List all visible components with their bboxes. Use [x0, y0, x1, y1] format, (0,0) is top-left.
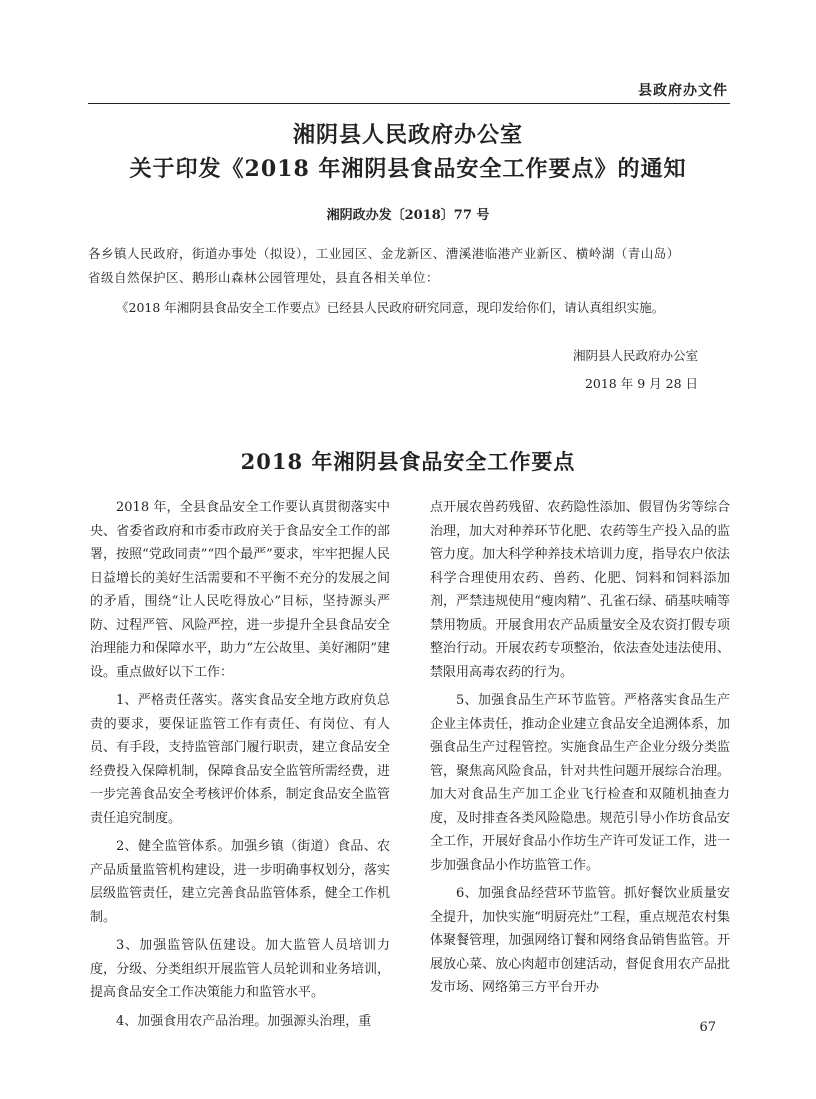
paragraph-item-4: 4、加强食用农产品治理。加强源头治理，重 — [116, 1013, 372, 1029]
left-column — [90, 496, 390, 1038]
notice-title — [0, 118, 816, 186]
signature-block — [573, 342, 698, 398]
notice-body: 《2018 年湘阴县食品安全工作要点》已经县人民政府研究同意，现印发给你们，请认真组织实施。 — [116, 300, 665, 315]
addressee-line-2: 省级自然保护区、鹅形山森林公园管理处，县直各相关单位： — [88, 270, 440, 285]
paragraph-item-1: 1、严格责任落实。落实食品安全地方政府负总责的要求，要保证监管工作有责任、有岗位、有人员、有手段，支持监管部门履行职责，建立食品安全经费投入保障机制，保障食品安全监管所需经费，进一步完善食品安全考核评价体系，制定食品安全监管责任追究制度。 — [90, 693, 390, 826]
paragraph-item-4-continued: 点开展农兽药残留、农药隐性添加、假冒伪劣等综合治理，加大对种养环节化肥、农药等生产投入品的监管力度。加大科学种养技术培训力度，指导农户依法科学合理使用农药、兽药、化肥、饲料和饲料添加剂，严禁违规使用“瘦肉精”、孔雀石绿、硝基呋喃等禁用物质。开展食用农产品质量安全及农资打假专项整治行动。开展农药专项整治，依法查处违法使用、禁限用高毒农药的行为。 — [430, 500, 730, 680]
signer-name: 湘阴县人民政府办公室 — [572, 348, 698, 363]
right-column — [430, 496, 730, 1005]
notice-title-line-1: 湘阴县人民政府办公室 — [292, 122, 523, 148]
document-number: 湘阴政办发〔2018〕77 号 — [326, 208, 490, 223]
paragraph-item-2: 2、健全监管体系。加强乡镇（街道）食品、农产品质量监管机构建设，进一步明确事权划分，落实层级监管责任，建立完善食品监管体系，健全工作机制。 — [90, 839, 390, 925]
paragraph-item-5: 5、加强食品生产环节监管。严格落实食品生产企业主体责任，推动企业建立食品安全追溯体系，加强食品生产过程管控。实施食品生产企业分级分类监管，聚焦高风险食品，针对共性问题开展综合治理。加大对食品生产加工企业飞行检查和双随机抽查力度，及时排查各类风险隐患。规范引导小作坊食品安全工作，开展好食品小作坊生产许可发证工作，进一步加强食品小作坊监管工作。 — [430, 693, 730, 873]
addressee — [88, 242, 728, 290]
notice-title-line-2: 关于印发《2018 年湘阴县食品安全工作要点》的通知 — [129, 156, 687, 182]
paragraph-intro: 2018 年，全县食品安全工作要认真贯彻落实中央、省委省政府和市委市政府关于食品安全工作的部署，按照“党政同责”“四个最严”要求，牢牢把握人民日益增长的美好生活需要和不平衡不充分的发展之间的矛盾，围绕“让人民吃得放心”目标，坚持源头严防、过程严管、风险严控，进一步提升全县食品安全治理能力和保障水平，助力“左公故里、美好湘阴”建设。重点做好以下工作： — [90, 500, 390, 680]
addressee-line-1: 各乡镇人民政府，街道办事处（拟设），工业园区、金龙新区、漕溪港临港产业新区、横岭湖（青山岛） — [88, 246, 680, 261]
signed-date: 2018 年 9 月 28 日 — [584, 376, 698, 391]
paragraph-item-6: 6、加强食品经营环节监管。抓好餐饮业质量安全提升，加快实施“明厨亮灶”工程，重点规范农村集体聚餐管理，加强网络订餐和网络食品销售监管。开展放心菜、放心肉超市创建活动，督促食用农产品批发市场、网络第三方平台开办 — [430, 886, 730, 995]
document-title: 2018 年湘阴县食品安全工作要点 — [240, 449, 576, 474]
page-number: 67 — [699, 1020, 716, 1035]
paragraph-item-3: 3、加强监管队伍建设。加大监管人员培训力度，分级、分类组织开展监管人员轮训和业务培训，提高食品安全工作决策能力和监管水平。 — [90, 938, 390, 1000]
section-label: 县政府办文件 — [638, 83, 728, 99]
header-divider — [88, 103, 730, 104]
